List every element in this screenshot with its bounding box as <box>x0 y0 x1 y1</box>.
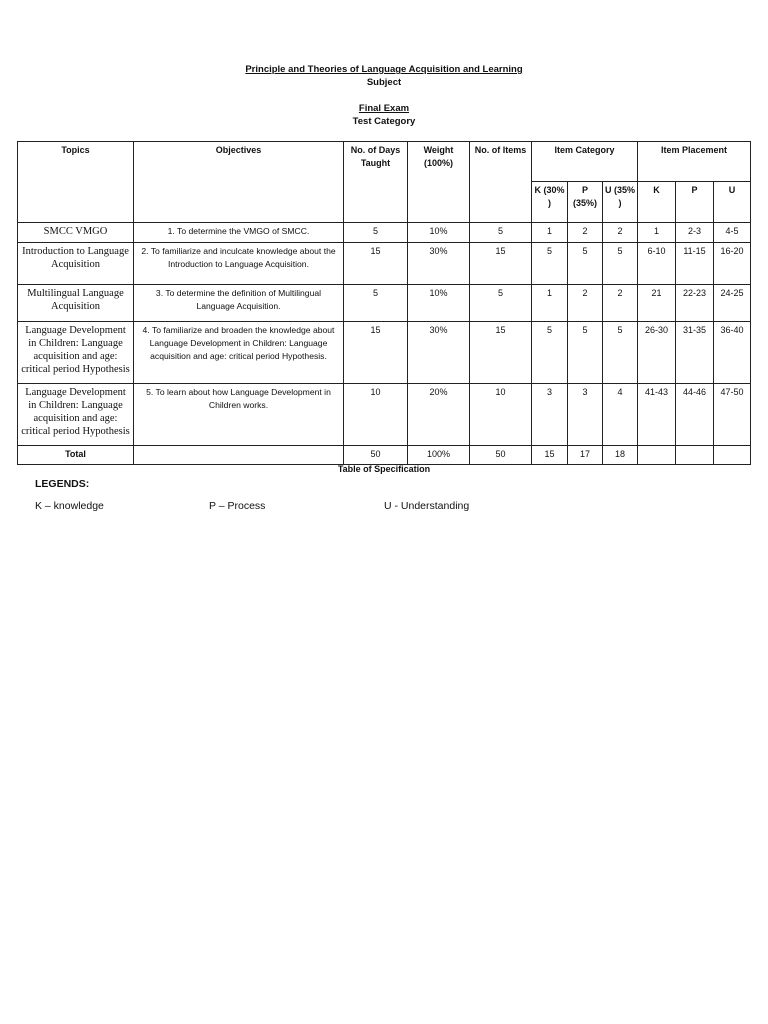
row-cat-u: 2 <box>603 285 638 322</box>
table-row <box>18 285 751 322</box>
row-weight: 30% <box>408 322 470 384</box>
row-cat-u: 5 <box>603 243 638 285</box>
row-place-p: 31-35 <box>676 322 714 384</box>
header-item-category: Item Category <box>532 142 638 182</box>
row-place-p: 44-46 <box>676 384 714 446</box>
total-place-k <box>638 446 676 465</box>
subject-label: Subject <box>366 77 402 88</box>
row-topic: Language Development in Children: Language acquisition and age: critical period Hypothesis <box>18 384 134 446</box>
total-cat-k: 15 <box>532 446 568 465</box>
row-cat-u: 2 <box>603 223 638 243</box>
placement-u-header: U <box>714 182 751 223</box>
row-place-u: 24-25 <box>714 285 751 322</box>
row-days: 10 <box>344 384 408 446</box>
row-items: 15 <box>470 243 532 285</box>
header-days: No. of Days Taught <box>344 142 408 223</box>
row-days: 5 <box>344 223 408 243</box>
row-items: 5 <box>470 223 532 243</box>
legend-understanding: U - Understanding <box>384 500 470 512</box>
legend-process: P – Process <box>209 500 266 512</box>
header-topics: Topics <box>18 142 134 223</box>
row-place-u: 36-40 <box>714 322 751 384</box>
placement-p-header: P <box>676 182 714 223</box>
table-row <box>18 384 751 446</box>
category-u-header: U (35% ) <box>603 182 638 223</box>
total-objective <box>134 446 344 465</box>
subject-title: Principle and Theories of Language Acquisition and Learning <box>245 64 523 75</box>
row-topic: Multilingual Language Acquisition <box>18 285 134 322</box>
row-place-k: 26-30 <box>638 322 676 384</box>
category-p-header: P (35%) <box>568 182 603 223</box>
row-cat-p: 2 <box>568 223 603 243</box>
row-place-k: 1 <box>638 223 676 243</box>
legend-title: LEGENDS: <box>35 478 90 490</box>
row-items: 10 <box>470 384 532 446</box>
total-cat-u: 18 <box>603 446 638 465</box>
exam-title: Final Exam <box>358 103 410 114</box>
row-cat-p: 5 <box>568 243 603 285</box>
row-cat-p: 5 <box>568 322 603 384</box>
total-items: 50 <box>470 446 532 465</box>
header-items: No. of Items <box>470 142 532 223</box>
row-cat-k: 1 <box>532 285 568 322</box>
total-place-u <box>714 446 751 465</box>
row-weight: 10% <box>408 285 470 322</box>
header-row <box>18 142 751 182</box>
exam-label: Test Category <box>352 116 416 127</box>
total-cat-p: 17 <box>568 446 603 465</box>
table-row <box>18 223 751 243</box>
table-row <box>18 322 751 384</box>
total-weight: 100% <box>408 446 470 465</box>
header-objectives: Objectives <box>134 142 344 223</box>
row-cat-p: 3 <box>568 384 603 446</box>
total-days: 50 <box>344 446 408 465</box>
row-items: 5 <box>470 285 532 322</box>
table-caption: Table of Specification <box>337 464 431 474</box>
row-objective: 2. To familiarize and inculcate knowledge about the Introduction to Language Acquisition. <box>134 243 344 285</box>
row-place-u: 16-20 <box>714 243 751 285</box>
row-cat-k: 5 <box>532 322 568 384</box>
row-cat-p: 2 <box>568 285 603 322</box>
row-cat-k: 1 <box>532 223 568 243</box>
row-items: 15 <box>470 322 532 384</box>
row-place-u: 4-5 <box>714 223 751 243</box>
row-weight: 30% <box>408 243 470 285</box>
row-objective: 5. To learn about how Language Development in Children works. <box>134 384 344 446</box>
row-cat-k: 5 <box>532 243 568 285</box>
row-objective: 3. To determine the definition of Multilingual Language Acquisition. <box>134 285 344 322</box>
total-place-p <box>676 446 714 465</box>
row-objective: 1. To determine the VMGO of SMCC. <box>134 223 344 243</box>
row-place-k: 21 <box>638 285 676 322</box>
total-label: Total <box>18 446 134 465</box>
row-days: 5 <box>344 285 408 322</box>
category-k-header: K (30% ) <box>532 182 568 223</box>
row-cat-u: 4 <box>603 384 638 446</box>
row-place-k: 6-10 <box>638 243 676 285</box>
row-days: 15 <box>344 322 408 384</box>
row-weight: 10% <box>408 223 470 243</box>
legend-knowledge: K – knowledge <box>35 500 104 512</box>
table-row <box>18 243 751 285</box>
row-topic: Language Development in Children: Language acquisition and age: critical period Hypothesis <box>18 322 134 384</box>
row-days: 15 <box>344 243 408 285</box>
row-objective: 4. To familiarize and broaden the knowledge about Language Development in Children: Language acquisition and age: critical period Hypothesis. <box>134 322 344 384</box>
row-place-u: 47-50 <box>714 384 751 446</box>
row-cat-k: 3 <box>532 384 568 446</box>
row-place-p: 2-3 <box>676 223 714 243</box>
row-cat-u: 5 <box>603 322 638 384</box>
specification-table <box>17 141 751 465</box>
header-item-placement: Item Placement <box>638 142 751 182</box>
total-row <box>18 446 751 465</box>
row-topic: SMCC VMGO <box>18 223 134 243</box>
row-topic: Introduction to Language Acquisition <box>18 243 134 285</box>
row-place-p: 22-23 <box>676 285 714 322</box>
row-place-k: 41-43 <box>638 384 676 446</box>
header-weight: Weight (100%) <box>408 142 470 223</box>
placement-k-header: K <box>638 182 676 223</box>
row-weight: 20% <box>408 384 470 446</box>
table-body <box>18 142 751 465</box>
row-place-p: 11-15 <box>676 243 714 285</box>
